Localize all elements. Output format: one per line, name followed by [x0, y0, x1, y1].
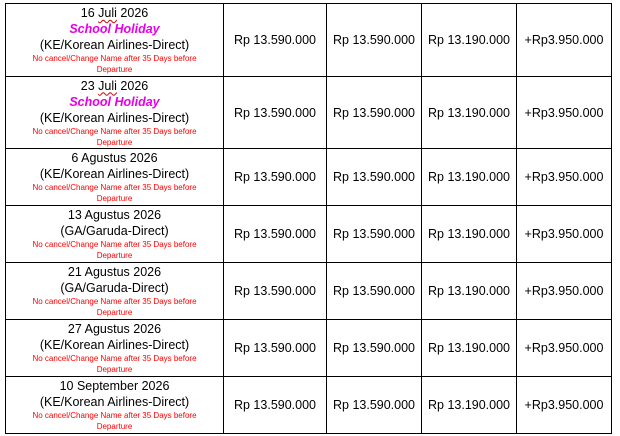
extra-cell: +Rp3.950.000	[517, 206, 612, 263]
cancel-note: No cancel/Change Name after 35 Days before Departure	[32, 54, 197, 74]
departure-date: 6 Agustus 2026	[71, 151, 158, 165]
airline-label: (GA/Garuda-Direct)	[60, 224, 169, 238]
cancel-note: No cancel/Change Name after 35 Days before Departure	[32, 411, 197, 431]
price-cell: Rp 13.590.000	[327, 206, 422, 263]
extra-cell: +Rp3.950.000	[517, 149, 612, 206]
price-cell: Rp 13.190.000	[422, 206, 517, 263]
table-row	[6, 77, 612, 149]
cancel-note: No cancel/Change Name after 35 Days before Departure	[32, 183, 197, 203]
airline-label: (KE/Korean Airlines-Direct)	[39, 167, 190, 181]
table-row	[6, 4, 612, 77]
departure-date: 16 Juli 2026	[80, 6, 149, 20]
departure-cell	[6, 377, 224, 434]
cancel-note: No cancel/Change Name after 35 Days before Departure	[32, 354, 197, 374]
departure-date: 23 Juli 2026	[80, 78, 149, 93]
price-cell: Rp 13.590.000	[224, 377, 327, 434]
departure-date: 21 Agustus 2026	[67, 265, 162, 279]
price-cell: Rp 13.590.000	[224, 320, 327, 377]
table-row	[6, 263, 612, 320]
price-cell: Rp 13.590.000	[327, 4, 422, 77]
price-cell: Rp 13.590.000	[327, 320, 422, 377]
table-row	[6, 377, 612, 434]
price-cell: Rp 13.190.000	[422, 263, 517, 320]
cancel-note: No cancel/Change Name after 35 Days before Departure	[32, 297, 197, 317]
airline-label: (KE/Korean Airlines-Direct)	[39, 338, 190, 352]
price-cell: Rp 13.590.000	[327, 77, 422, 149]
departure-cell	[6, 320, 224, 377]
cancel-note: No cancel/Change Name after 35 Days before Departure	[32, 240, 197, 260]
holiday-label: School Holiday	[69, 94, 160, 109]
table-row	[6, 206, 612, 263]
price-cell: Rp 13.590.000	[224, 4, 327, 77]
price-cell: Rp 13.590.000	[224, 77, 327, 149]
departure-cell	[6, 149, 224, 206]
departure-date: 27 Agustus 2026	[67, 322, 162, 336]
airline-label: (KE/Korean Airlines-Direct)	[39, 110, 190, 125]
price-cell: Rp 13.190.000	[422, 377, 517, 434]
price-cell: Rp 13.590.000	[327, 149, 422, 206]
table-row	[6, 149, 612, 206]
price-cell: Rp 13.590.000	[224, 206, 327, 263]
extra-cell: +Rp3.950.000	[517, 320, 612, 377]
extra-cell: +Rp3.950.000	[517, 263, 612, 320]
price-cell: Rp 13.590.000	[224, 149, 327, 206]
departure-date: 13 Agustus 2026	[67, 208, 162, 222]
departure-price-table	[5, 3, 612, 434]
cancel-note: No cancel/Change Name after 35 Days before Departure	[32, 126, 197, 147]
departure-cell	[6, 77, 224, 149]
airline-label: (KE/Korean Airlines-Direct)	[39, 395, 190, 409]
airline-label: (GA/Garuda-Direct)	[60, 281, 169, 295]
holiday-label: School Holiday	[69, 22, 160, 36]
extra-cell: +Rp3.950.000	[517, 77, 612, 149]
price-cell: Rp 13.190.000	[422, 320, 517, 377]
departure-cell	[6, 4, 224, 77]
price-cell: Rp 13.190.000	[422, 77, 517, 149]
price-cell: Rp 13.590.000	[327, 377, 422, 434]
price-cell: Rp 13.590.000	[224, 263, 327, 320]
airline-label: (KE/Korean Airlines-Direct)	[39, 38, 190, 52]
departure-cell	[6, 206, 224, 263]
price-cell: Rp 13.190.000	[422, 149, 517, 206]
departure-cell	[6, 263, 224, 320]
table-row	[6, 320, 612, 377]
price-cell: Rp 13.590.000	[327, 263, 422, 320]
departure-date: 10 September 2026	[59, 379, 170, 393]
extra-cell: +Rp3.950.000	[517, 377, 612, 434]
price-cell: Rp 13.190.000	[422, 4, 517, 77]
extra-cell: +Rp3.950.000	[517, 4, 612, 77]
